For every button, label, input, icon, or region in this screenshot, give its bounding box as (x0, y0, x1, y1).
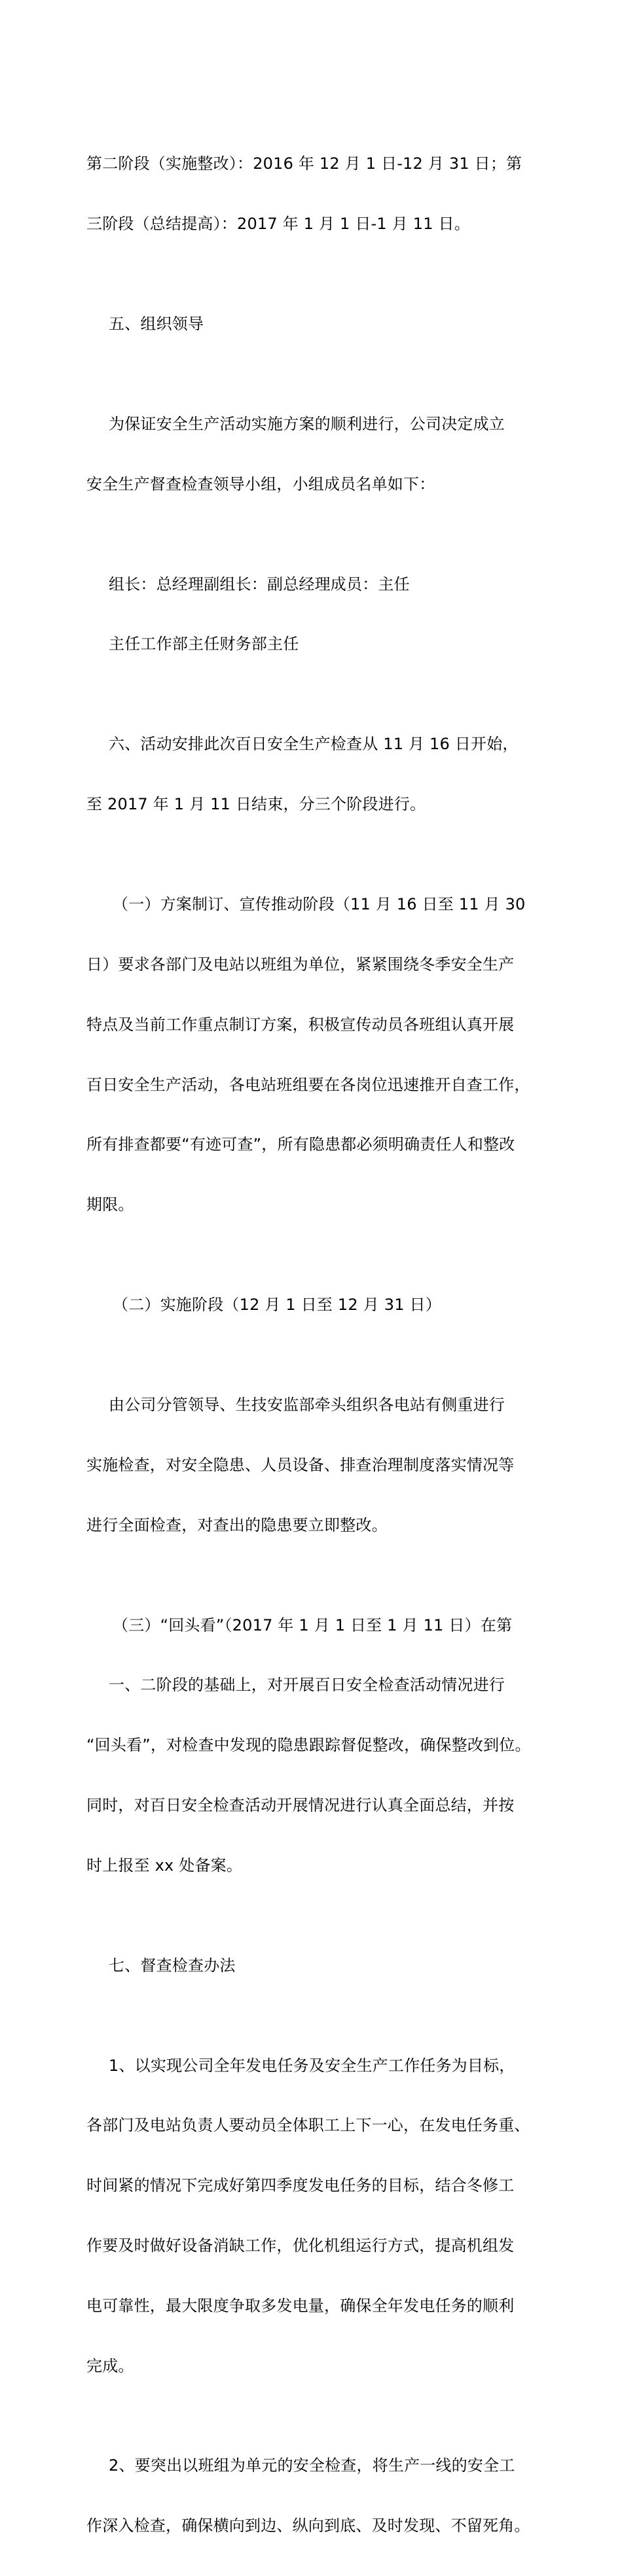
paragraph-phase-two (86, 1355, 553, 1576)
text-line: 至 2017 年 1 月 11 日结束，分三个阶段进行。 (86, 795, 426, 814)
text-line: （一）方案制订、宣传推动阶段（11 月 16 日至 11 月 30 (113, 895, 526, 914)
text-line: 实施检查，对安全隐患、人员设备、排查治理制度落实情况等 (86, 1455, 515, 1474)
text-line: 第二阶段（实施整改）：2016 年 12 月 1 日-12 月 31 日；第 (86, 154, 522, 173)
text-line: 时间紧的情况下完成好第四季度发电任务的目标，结合冬修工 (86, 2176, 515, 2195)
section-heading: 五、组织领导 (109, 314, 204, 333)
paragraph-activity-arrangement (86, 694, 553, 855)
text-line: （三）“回头看”（2017 年 1 月 1 日至 1 月 11 日）在第 (113, 1615, 513, 1634)
text-line: 完成。 (86, 2356, 134, 2375)
heading-inspection-methods (86, 1915, 553, 2015)
paragraph-stage-two-three (86, 114, 553, 274)
text-line: “回头看”，对检查中发现的隐患跟踪督促整改，确保整改到位。 (86, 1736, 531, 1755)
text-line: 特点及当前工作重点制订方案，积极宣传动员各班组认真开展 (86, 1015, 515, 1034)
section-heading: （二）实施阶段（12 月 1 日至 12 月 31 日） (113, 1296, 441, 1314)
text-line: 所有排查都要“有迹可查”，所有隐患都必须明确责任人和整改 (86, 1135, 515, 1154)
paragraph-method-two (86, 2416, 553, 2576)
text-line: 由公司分管领导、生技安监部牵头组织各电站有侧重进行 (109, 1396, 505, 1414)
paragraph-phase-one (86, 855, 553, 1255)
text-line: 为保证安全生产活动实施方案的顺利进行，公司决定成立 (109, 414, 505, 433)
paragraph-leadership-group (86, 374, 553, 535)
text-line: 百日安全生产活动，各电站班组要在各岗位迅速推开自查工作， (86, 1075, 530, 1094)
paragraph-group-members (86, 534, 553, 694)
text-line: 主任工作部主任财务部主任 (109, 635, 299, 654)
text-line: 期限。 (86, 1195, 134, 1214)
text-line: 作深入检查，确保横向到边、纵向到底、及时发现、不留死角。 (86, 2516, 530, 2535)
heading-organization-leadership (86, 274, 553, 374)
text-line: 电可靠性，最大限度争取多发电量，确保全年发电任务的顺利 (86, 2296, 515, 2315)
text-line: 同时，对百日安全检查活动开展情况进行认真全面总结，并按 (86, 1795, 515, 1814)
text-line: 组长：总经理副组长：副总经理成员：主任 (109, 574, 410, 593)
section-heading: 六、活动安排此次百日安全生产检查从 11 月 16 日开始， (109, 735, 519, 754)
section-heading: 七、督查检查办法 (109, 1956, 236, 1975)
document-body (86, 114, 553, 2576)
text-line: 一、二阶段的基础上，对开展百日安全检查活动情况进行 (109, 1676, 505, 1695)
text-line: 日）要求各部门及电站以班组为单位，紧紧围绕冬季安全生产 (86, 955, 515, 974)
text-line: 进行全面检查，对查出的隐患要立即整改。 (86, 1515, 388, 1534)
paragraph-method-one (86, 2015, 553, 2416)
text-line: 作要及时做好设备消缺工作，优化机组运行方式，提高机组发 (86, 2236, 515, 2255)
paragraph-phase-three (86, 1575, 553, 1915)
text-line: 三阶段（总结提高）：2017 年 1 月 1 日-1 月 11 日。 (86, 214, 470, 233)
text-line: 1、以实现公司全年发电任务及安全生产工作任务为目标， (109, 2056, 515, 2075)
heading-phase-two (86, 1255, 553, 1355)
text-line: 2、要突出以班组为单元的安全检查，将生产一线的安全工 (109, 2456, 515, 2475)
text-line: 时上报至 xx 处备案。 (86, 1856, 243, 1875)
text-line: 各部门及电站负责人要动员全体职工上下一心，在发电任务重、 (86, 2116, 530, 2135)
text-line: 安全生产督查检查领导小组，小组成员名单如下： (86, 474, 435, 493)
